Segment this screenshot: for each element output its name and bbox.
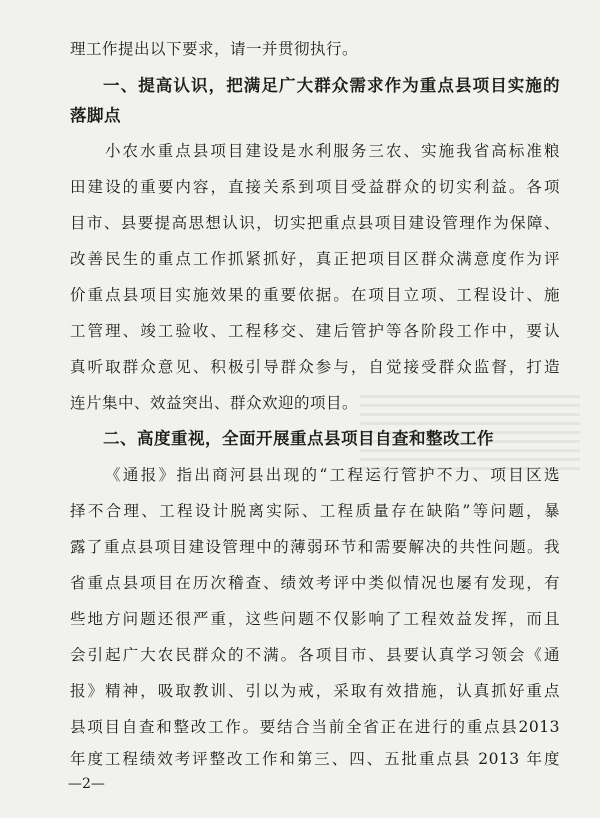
body-line: 真听取群众意见、积极引导群众参与，自觉接受群众监督，打造	[70, 358, 560, 376]
body-line: 露了重点县项目建设管理中的薄弱环节和需要解决的共性问题。我	[70, 538, 560, 556]
body-line: 工管理、竣工验收、工程移交、建后管护等各阶段工作中，要认	[70, 322, 560, 340]
section-heading-2: 二、高度重视，全面开展重点县项目自查和整改工作	[103, 429, 494, 448]
body-line: 田建设的重要内容，直接关系到项目受益群众的切实利益。各项	[70, 178, 560, 196]
body-line: 目市、县要提高思想认识，切实把重点县项目建设管理作为保障、	[70, 214, 560, 232]
body-line: 报》精神，吸取教训、引以为戒，采取有效措施，认真抓好重点	[70, 682, 560, 700]
body-line: 小农水重点县项目建设是水利服务三农、实施我省高标准粮	[105, 142, 560, 160]
section-heading-1: 一、提高认识，把满足广大群众需求作为重点县项目实施的	[103, 76, 560, 95]
body-line: 《通报》指出商河县出现的“工程运行管护不力、项目区选	[105, 466, 560, 484]
body-line: 择不合理、工程设计脱离实际、工程质量存在缺陷”等问题，暴	[70, 502, 560, 520]
body-line: 年度工程绩效考评整改工作和第三、四、五批重点县 2013 年度	[70, 750, 560, 768]
body-line: 价重点县项目实施效果的重要依据。在项目立项、工程设计、施	[70, 286, 560, 304]
body-line: 省重点县项目在历次稽查、绩效考评中类似情况也屡有发现，有	[70, 574, 560, 592]
body-line: 理工作提出以下要求，请一并贯彻执行。	[70, 40, 359, 58]
body-line: 会引起广大农民群众的不满。各项目市、县要认真学习领会《通	[70, 646, 560, 664]
body-line: 连片集中、效益突出、群众欢迎的项目。	[70, 394, 359, 412]
body-line: 些地方问题还很严重，这些问题不仅影响了工程效益发挥，而且	[70, 610, 560, 628]
body-line: 改善民生的重点工作抓紧抓好，真正把项目区群众满意度作为评	[70, 250, 560, 268]
page-number: —2—	[68, 776, 105, 792]
body-line: 县项目自查和整改工作。要结合当前全省正在进行的重点县2013	[70, 718, 560, 736]
section-heading-1-cont: 落脚点	[70, 106, 121, 125]
